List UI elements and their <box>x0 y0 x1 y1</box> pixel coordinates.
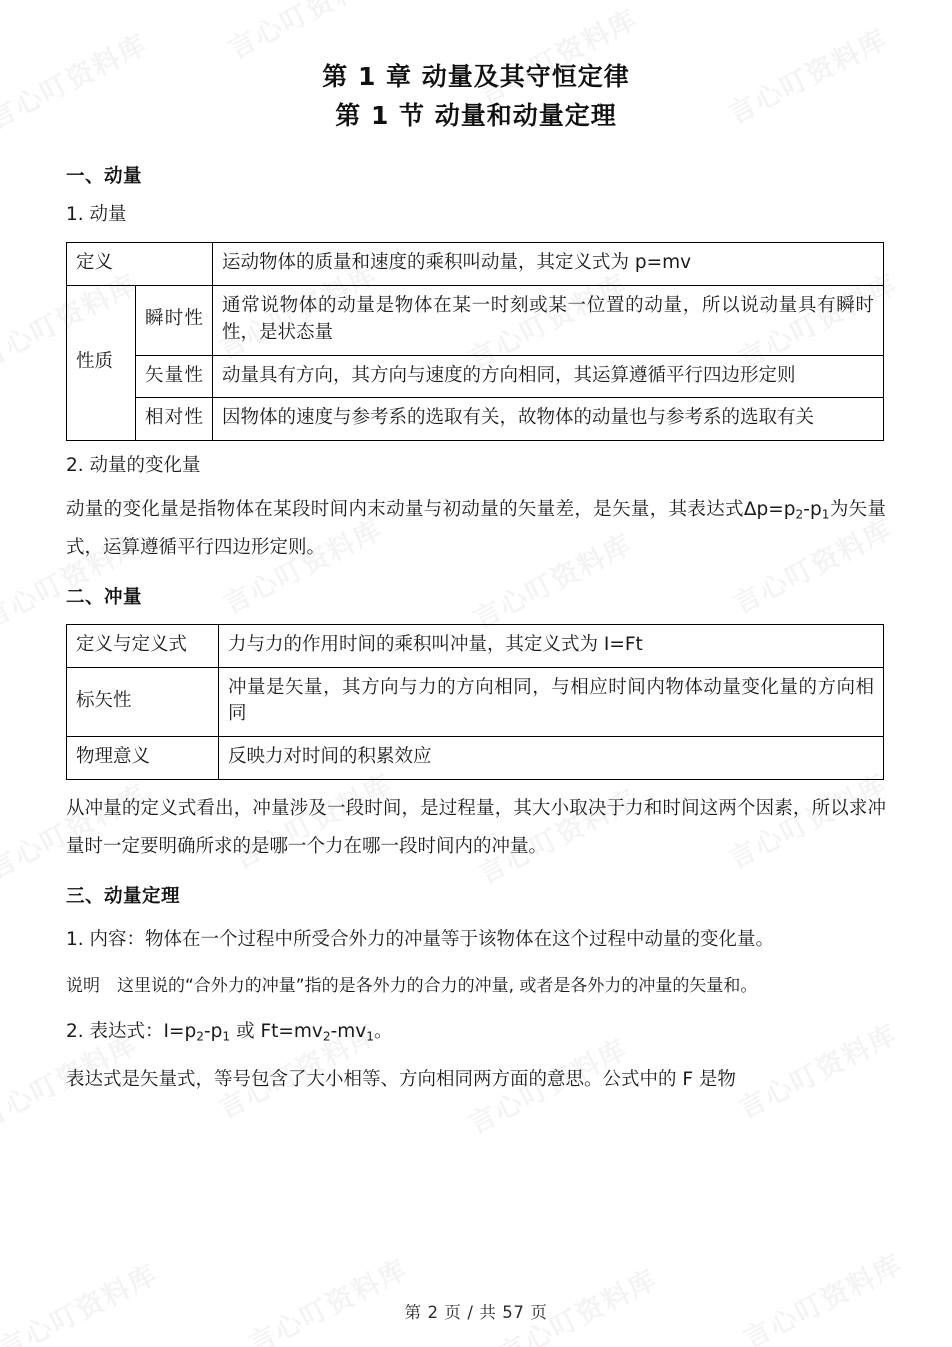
cell-impulse-content-0: 力与力的作用时间的乘积叫冲量，其定义式为 I=Ft <box>219 624 884 667</box>
watermark-text <box>736 1243 909 1347</box>
momentum-change-part2: -p <box>803 499 822 521</box>
theorem-item-2-explain: 表达式是矢量式，等号包含了大小相等、方向相同两方面的意思。公式中的 F 是物 <box>66 1069 736 1091</box>
cell-impulse-label-1: 标矢性 <box>67 667 219 737</box>
theorem-formula-mid3: -mv <box>330 1021 367 1043</box>
cell-impulse-label-0: 定义与定义式 <box>67 624 219 667</box>
heading-theorem: 三、动量定理 <box>66 885 181 907</box>
momentum-table <box>66 242 884 441</box>
paragraph-momentum-change <box>66 491 886 567</box>
momentum-change-part3: 为矢量式，运算遵循平行四边形定则。 <box>66 499 886 559</box>
table-row <box>67 243 884 286</box>
table-row <box>67 624 884 667</box>
theorem-formula-suffix: 。 <box>374 1021 393 1043</box>
theorem-formula-prefix: 2. 表达式：I=p <box>66 1021 197 1043</box>
heading-impulse: 二、冲量 <box>66 587 143 609</box>
theorem-sub-d: 1 <box>366 1029 375 1044</box>
theorem-item-1: 1. 内容：物体在一个过程中所受合外力的冲量等于该物体在这个过程中动量的变化量。 <box>66 928 775 950</box>
page-footer: 第 2 页 / 共 57 页 <box>404 1303 548 1322</box>
heading-momentum: 一、动量 <box>66 165 143 187</box>
cell-property-name-2: 相对性 <box>136 398 213 441</box>
table-row <box>67 286 884 356</box>
theorem-sub-b: 1 <box>222 1029 231 1044</box>
cell-definition-content: 运动物体的质量和速度的乘积叫动量，其定义式为 p=mv <box>213 243 884 286</box>
cell-impulse-content-2: 反映力对时间的积累效应 <box>219 737 884 780</box>
cell-property-name-0: 瞬时性 <box>136 286 213 356</box>
cell-property-content-1: 动量具有方向，其方向与速度的方向相同，其运算遵循平行四边形定则 <box>213 355 884 398</box>
momentum-change-sub-a: 2 <box>795 507 804 522</box>
page-title-chapter: 第 1 章 动量及其守恒定律 <box>322 62 630 91</box>
cell-impulse-content-1: 冲量是矢量，其方向与力的方向相同，与相应时间内物体动量变化量的方向相同 <box>219 667 884 737</box>
theorem-sub-a: 2 <box>196 1029 204 1044</box>
paragraph-impulse-note: 从冲量的定义式看出，冲量涉及一段时间，是过程量，其大小取决于力和时间这两个因素，所以求冲量时一定要明确所求的是哪一个力在哪一段时间内的冲量。 <box>66 798 886 858</box>
table-row <box>67 398 884 441</box>
cell-property-name-1: 矢量性 <box>136 355 213 398</box>
watermark-text <box>241 1248 414 1347</box>
momentum-change-part1: 动量的变化量是指物体在某段时间内末动量与初动量的矢量差，是矢量，其表达式Δp=p <box>66 499 796 521</box>
cell-property-label: 性质 <box>67 286 136 441</box>
table-row <box>67 737 884 780</box>
theorem-note: 说明 这里说的“合外力的冲量”指的是各外力的合力的冲量, 或者是各外力的冲量的矢量和。 <box>66 975 758 996</box>
subheading-momentum-1: 1. 动量 <box>66 204 127 226</box>
theorem-formula-mid2: 或 Ft=mv <box>230 1021 323 1043</box>
momentum-change-sub-b: 1 <box>821 507 830 522</box>
theorem-sub-c: 2 <box>322 1029 331 1044</box>
page-title-section: 第 1 节 动量和动量定理 <box>335 100 617 130</box>
impulse-table <box>66 624 884 780</box>
subheading-momentum-2: 2. 动量的变化量 <box>66 455 201 477</box>
cell-definition-label: 定义 <box>67 243 213 286</box>
table-row <box>67 355 884 398</box>
theorem-formula-mid1: -p <box>204 1021 223 1043</box>
cell-impulse-label-2: 物理意义 <box>67 737 219 780</box>
table-row <box>67 667 884 737</box>
theorem-item-2 <box>66 1013 886 1051</box>
cell-property-content-2: 因物体的速度与参考系的选取有关，故物体的动量也与参考系的选取有关 <box>213 398 884 441</box>
cell-property-content-0: 通常说物体的动量是物体在某一时刻或某一位置的动量，所以说动量具有瞬时性，是状态量 <box>213 286 884 356</box>
